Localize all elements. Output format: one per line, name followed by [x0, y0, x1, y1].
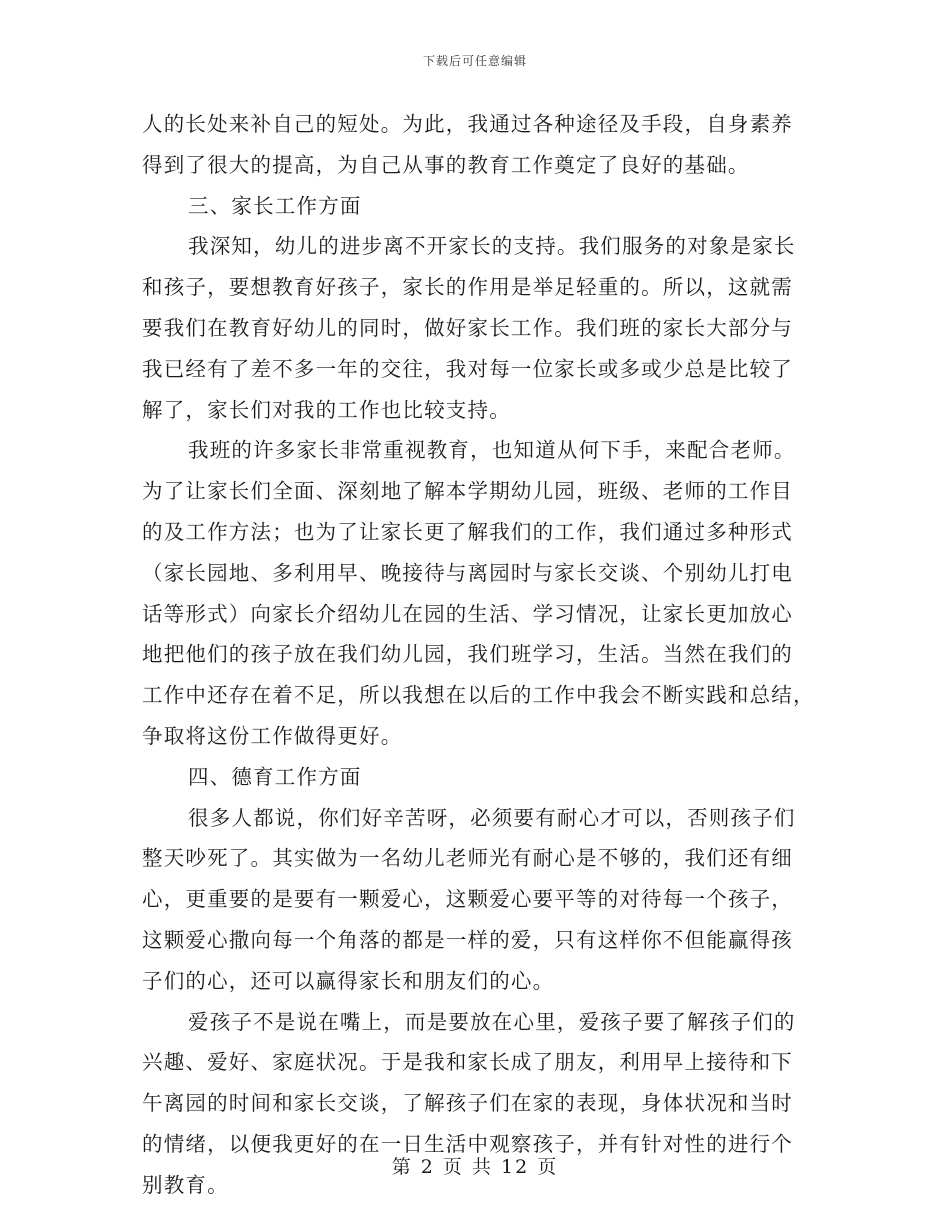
page-number-footer: 第 2 页 共 12 页	[391, 1156, 559, 1178]
text-line: 我已经有了差不多一年的交往，我对每一位家长或多或少总是比较了	[142, 356, 793, 381]
text-line: 地把他们的孩子放在我们幼儿园，我们班学习，生活。当然在我们的	[142, 642, 793, 667]
text-line: 话等形式）向家长介绍幼儿在园的生活、学习情况，让家长更加放心	[142, 601, 793, 626]
text-line: 要我们在教育好幼儿的同时，做好家长工作。我们班的家长大部分与	[142, 315, 793, 340]
text-line: 兴趣、爱好、家庭状况。于是我和家长成了朋友，利用早上接待和下	[142, 1050, 793, 1075]
text-line: 和孩子，要想教育好孩子，家长的作用是举足轻重的。所以，这就需	[142, 275, 793, 300]
text-line: 解了，家长们对我的工作也比较支持。	[142, 397, 511, 422]
text-line: 我班的许多家长非常重视教育，也知道从何下手，来配合老师。	[188, 438, 796, 463]
page-header: 下载后可任意编辑	[422, 54, 527, 68]
text-line: 很多人都说，你们好辛苦呀，必须要有耐心才可以，否则孩子们	[188, 805, 796, 830]
document-body	[142, 104, 815, 1206]
text-line: 得到了很大的提高，为自己从事的教育工作奠定了良好的基础。	[142, 152, 750, 177]
text-line: 工作中还存在着不足，所以我想在以后的工作中我会不断实践和总结，	[142, 683, 815, 708]
text-line: 午离园的时间和家长交谈，了解孩子们在家的表现，身体状况和当时	[142, 1091, 793, 1116]
text-line: 争取将这份工作做得更好。	[142, 723, 403, 748]
text-line: 三、家长工作方面	[188, 193, 362, 218]
text-line: 为了让家长们全面、深刻地了解本学期幼儿园，班级、老师的工作目	[142, 479, 793, 504]
text-line: 心，更重要的是要有一颗爱心，这颗爱心要平等的对待每一个孩子，	[142, 887, 793, 912]
text-line: 四、德育工作方面	[188, 764, 362, 789]
text-line: 别教育。	[142, 1172, 229, 1197]
text-line: （家长园地、多利用早、晚接待与离园时与家长交谈、个别幼儿打电	[142, 560, 793, 585]
text-line: 爱孩子不是说在嘴上，而是要放在心里，爱孩子要了解孩子们的	[188, 1009, 796, 1034]
text-line: 人的长处来补自己的短处。为此，我通过各种途径及手段，自身素养	[142, 112, 793, 136]
text-line: 子们的心，还可以赢得家长和朋友们的心。	[142, 968, 555, 993]
text-line: 我深知，幼儿的进步离不开家长的支持。我们服务的对象是家长	[188, 234, 796, 259]
text-line: 整天吵死了。其实做为一名幼儿老师光有耐心是不够的，我们还有细	[142, 846, 793, 871]
text-line: 的情绪，以便我更好的在一日生活中观察孩子，并有针对性的进行个	[142, 1131, 793, 1156]
text-line: 的及工作方法；也为了让家长更了解我们的工作，我们通过多种形式	[142, 519, 793, 544]
text-line: 这颗爱心撒向每一个角落的都是一样的爱，只有这样你不但能赢得孩	[142, 927, 793, 952]
